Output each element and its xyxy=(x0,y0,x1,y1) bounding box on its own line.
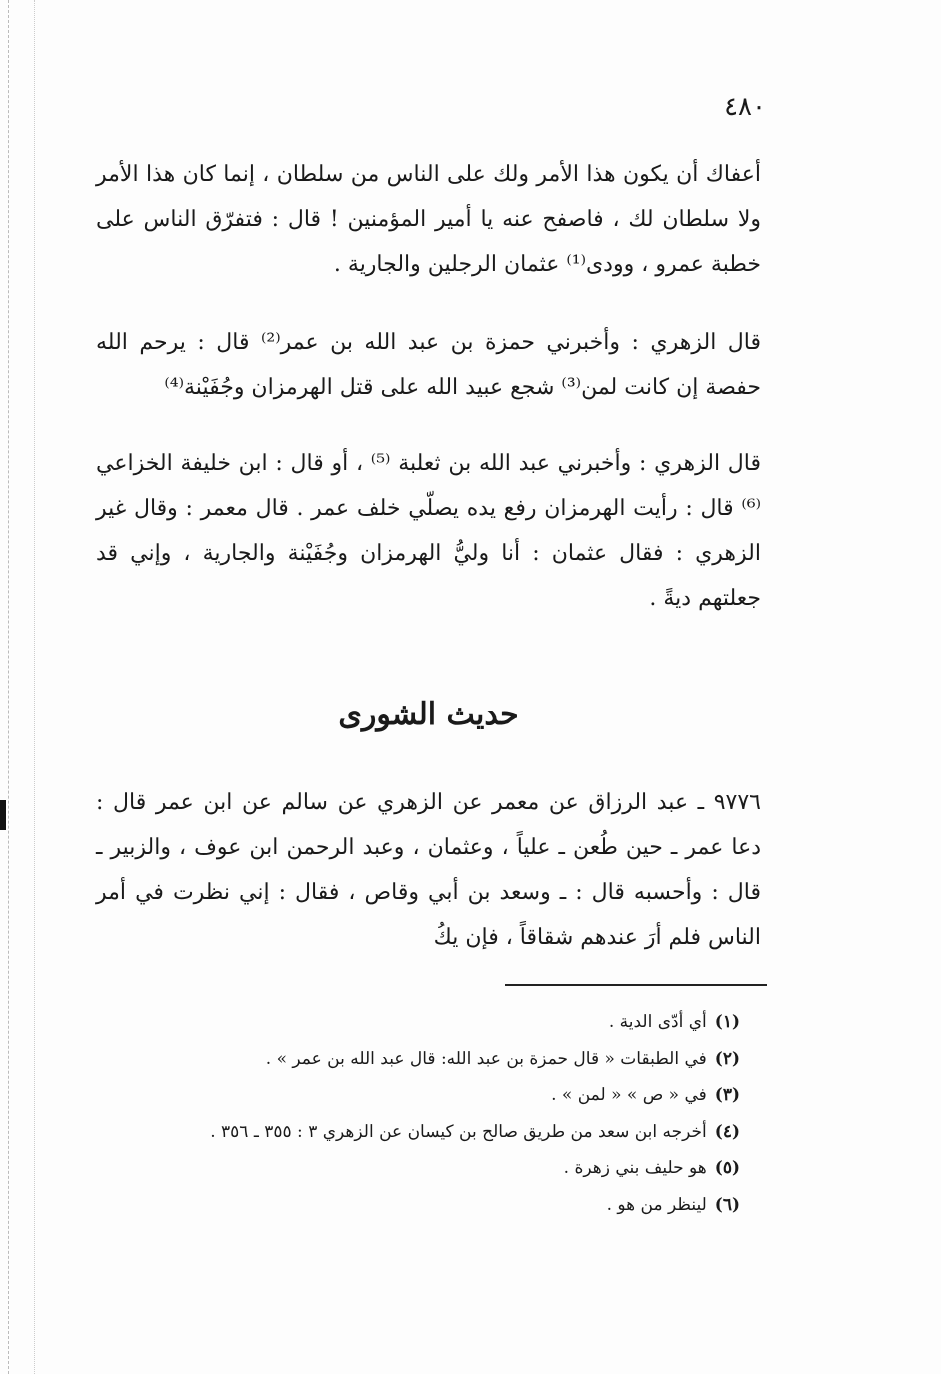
footnote-marker: (٦) xyxy=(714,1194,740,1215)
section-title: حديث الشورى xyxy=(338,697,519,732)
footnote-marker: (٣) xyxy=(714,1085,740,1105)
section-paragraph: ٩٧٧٦ ـ عبد الرزاق عن معمر عن الزهري عن سالم عن ابن عمر قال : دعا عمر ـ حين طُعن ـ علياً ، وعثمان ، وعبد الرحمن ابن عوف ، والزبير ـ قال : وأحسبه قال : ـ وسعد بن أبي وقاص ، فقال : إني نظرت في أمر الناس فلم أرَ عندهم شقاقاً ، فإن يكُ xyxy=(96,790,761,950)
footnote-marker: (١) xyxy=(714,1012,740,1032)
footnote-item xyxy=(140,1077,740,1114)
footnote-marker: (٢) xyxy=(714,1048,740,1069)
binding-edge-line xyxy=(8,0,9,1374)
footnote-text: أي أدّى الدية . xyxy=(608,1012,707,1032)
footnote-marker: (٤) xyxy=(714,1121,740,1142)
footnote-item xyxy=(140,1004,740,1041)
footnote-marker: (٥) xyxy=(714,1158,740,1178)
scan-edge-mark xyxy=(0,800,6,830)
paragraph-2: قال الزهري : وأخبرني حمزة بن عبد الله بن عمر⁽²⁾ قال : يرحم الله حفصة إن كانت لمن⁽³⁾ شجع عبيد الله على قتل الهرمزان وجُفَيْنة⁽⁴⁾ xyxy=(96,330,761,400)
page-number: ٤٨٠ xyxy=(724,92,766,122)
footnote-text: لينظر من هو . xyxy=(606,1194,707,1215)
footnote-item xyxy=(140,1114,740,1151)
footnote-item xyxy=(140,1150,740,1187)
footnote-item xyxy=(140,1187,740,1224)
footnote-text: في « ص » « لمن » . xyxy=(551,1085,707,1105)
footnote-item xyxy=(140,1041,740,1078)
footnotes-list xyxy=(140,1004,740,1223)
footnote-text: أخرجه ابن سعد من طريق صالح بن كيسان عن الزهري ٣ : ٣٥٥ ـ ٣٥٦ . xyxy=(210,1121,707,1142)
footnote-text: هو حليف بني زهرة . xyxy=(563,1158,707,1178)
footnote-divider xyxy=(505,984,767,986)
binding-edge-line xyxy=(34,0,35,1374)
footnote-text: في الطبقات « قال حمزة بن عبد الله: قال عبد الله بن عمر » . xyxy=(265,1048,707,1069)
paragraph-1: أعفاك أن يكون هذا الأمر ولك على الناس من سلطان ، إنما كان هذا الأمر ولا سلطان لك ، فاصفح عنه يا أمير المؤمنين ! قال : فتفرّق الناس على خطبة عمرو ، وودى⁽¹⁾ عثمان الرجلين والجارية . xyxy=(96,162,761,277)
paragraph-3: قال الزهري : وأخبرني عبد الله بن ثعلبة ⁽⁵⁾ ، أو قال : ابن خليفة الخزاعي ⁽⁶⁾ قال : رأيت الهرمزان رفع يده يصلّي خلف عمر . قال معمر : وقال غير الزهري : فقال عثمان : أنا وليُّ الهرمزان وجُفَيْنة والجارية ، وإني قد جعلتهم ديةً . xyxy=(96,451,762,611)
